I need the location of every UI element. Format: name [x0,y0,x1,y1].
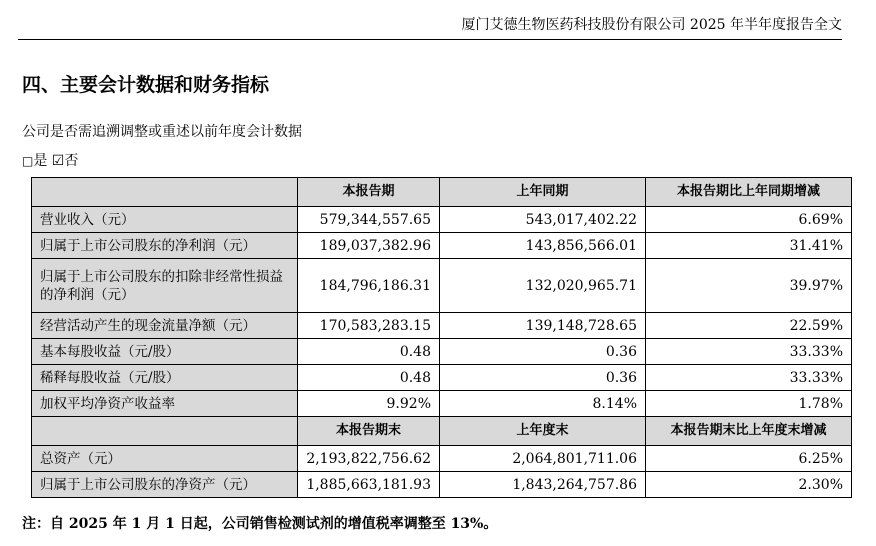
prior-value: 543,017,402.22 [440,207,646,233]
header-cell: 本报告期末比上年度末增减 [646,417,852,446]
prior-value: 139,148,728.65 [440,313,646,339]
current-value: 1,885,663,181.93 [298,472,440,498]
header-cell [32,178,298,207]
table-row [32,207,852,233]
current-value: 170,583,283.15 [298,313,440,339]
prior-value: 2,064,801,711.06 [440,446,646,472]
row-label: 加权平均净资产收益率 [32,391,298,417]
prior-value: 0.36 [440,365,646,391]
document-header: 厦门艾德生物医药科技股份有限公司 2025 年半年度报告全文 [461,17,842,33]
prior-value: 132,020,965.71 [440,259,646,313]
section-title: 四、主要会计数据和财务指标 [22,74,270,96]
header-cell: 上年同期 [440,178,646,207]
row-label: 归属于上市公司股东的净利润（元） [32,233,298,259]
row-label: 经营活动产生的现金流量净额（元） [32,313,298,339]
row-label: 总资产（元） [32,446,298,472]
table-row [32,365,852,391]
header-cell: 本报告期比上年同期增减 [646,178,852,207]
change-value: 6.69% [646,207,852,233]
change-value: 39.97% [646,259,852,313]
current-value: 189,037,382.96 [298,233,440,259]
current-value: 2,193,822,756.62 [298,446,440,472]
row-label: 归属于上市公司股东的净资产（元） [32,472,298,498]
checkbox-unchecked-icon: □ [22,154,34,168]
current-value: 579,344,557.65 [298,207,440,233]
prior-value: 1,843,264,757.86 [440,472,646,498]
table-row [32,446,852,472]
row-label: 营业收入（元） [32,207,298,233]
prior-value: 8.14% [440,391,646,417]
header-cell: 本报告期 [298,178,440,207]
current-value: 0.48 [298,365,440,391]
table-row [32,472,852,498]
prior-value: 143,856,566.01 [440,233,646,259]
answer-no-label: 否 [64,153,79,169]
footnote: 注：自 2025 年 1 月 1 日起，公司销售检测试剂的增值税率调整至 13%。 [22,516,498,532]
header-divider [18,39,842,40]
table-header-row [32,178,852,207]
restatement-answer [22,150,78,170]
prior-value: 0.36 [440,339,646,365]
row-label: 归属于上市公司股东的扣除非经常性损益的净利润（元） [32,259,298,313]
table-row [32,233,852,259]
financial-data-table [31,177,852,498]
table-row [32,391,852,417]
table-header-row [32,417,852,446]
change-value: 31.41% [646,233,852,259]
change-value: 33.33% [646,339,852,365]
change-value: 6.25% [646,446,852,472]
row-label: 基本每股收益（元/股） [32,339,298,365]
header-cell [32,417,298,446]
table-row [32,259,852,313]
current-value: 0.48 [298,339,440,365]
checkbox-checked-icon: ☑ [51,153,65,169]
table-row [32,313,852,339]
header-cell: 本报告期末 [298,417,440,446]
answer-yes-label: 是 [33,153,48,169]
header-cell: 上年度末 [440,417,646,446]
change-value: 22.59% [646,313,852,339]
change-value: 2.30% [646,472,852,498]
current-value: 9.92% [298,391,440,417]
current-value: 184,796,186.31 [298,259,440,313]
row-label: 稀释每股收益（元/股） [32,365,298,391]
restatement-question: 公司是否需追溯调整或重述以前年度会计数据 [22,124,302,140]
table-row [32,339,852,365]
change-value: 33.33% [646,365,852,391]
change-value: 1.78% [646,391,852,417]
